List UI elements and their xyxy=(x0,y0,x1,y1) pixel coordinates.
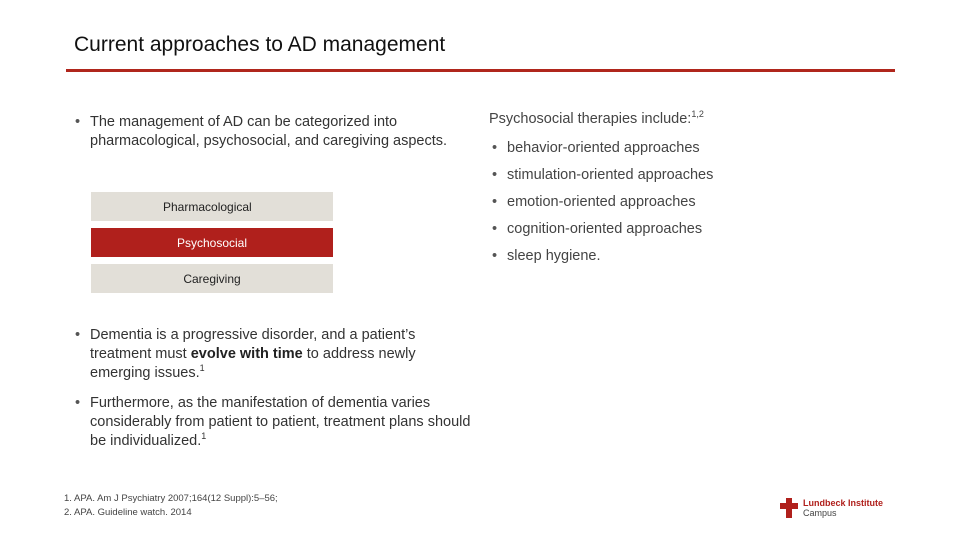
intro-bullet-list xyxy=(72,113,452,151)
lundbeck-institute-logo xyxy=(780,498,883,518)
therapy-list xyxy=(489,139,789,274)
reference-marker: 1,2 xyxy=(691,109,704,120)
reference-marker: 1 xyxy=(201,431,207,442)
logo-text xyxy=(803,498,883,518)
psychosocial-therapies-heading xyxy=(489,111,704,127)
title-divider xyxy=(66,69,895,72)
reference-1: 1. APA. Am J Psychiatry 2007;164(12 Suppl):5–56; xyxy=(64,493,278,504)
references xyxy=(64,492,278,520)
individualized-treatment-bullet xyxy=(72,394,472,451)
psychosocial-box: Psychosocial xyxy=(91,228,333,257)
progressive-disorder-bullet xyxy=(72,326,472,383)
therapy-item: • emotion-oriented approaches xyxy=(489,193,789,212)
bullet-text-post: to address newly emerging issues. xyxy=(90,346,416,381)
therapy-item: • stimulation-oriented approaches xyxy=(489,166,789,185)
logo-subname: Campus xyxy=(803,508,837,518)
pharmacological-box: Pharmacological xyxy=(91,192,333,221)
caregiving-box: Caregiving xyxy=(91,264,333,293)
reference-2: 2. APA. Guideline watch. 2014 xyxy=(64,507,192,518)
therapy-item: • sleep hygiene. xyxy=(489,247,789,266)
slide-title: Current approaches to AD management xyxy=(74,33,446,56)
intro-bullet: • The management of AD can be categorized into pharmacological, psychosocial, and caregiving aspects. xyxy=(72,113,452,151)
heading-text: Psychosocial therapies include: xyxy=(489,111,692,127)
logo-name: Lundbeck Institute xyxy=(803,498,884,508)
logo-cross-icon xyxy=(780,498,798,518)
dementia-bullet-list xyxy=(72,326,472,451)
bullet-text: Furthermore, as the manifestation of dementia varies considerably from patient to patient, treatment plans should be individualized. xyxy=(90,395,471,449)
bullet-emphasis: evolve with time xyxy=(190,346,303,362)
bullet-text-pre: Dementia is a progressive disorder, and a patient’s treatment must xyxy=(90,327,416,362)
therapy-item: • cognition-oriented approaches xyxy=(489,220,789,239)
reference-marker: 1 xyxy=(199,363,205,374)
therapy-item: • behavior-oriented approaches xyxy=(489,139,789,158)
